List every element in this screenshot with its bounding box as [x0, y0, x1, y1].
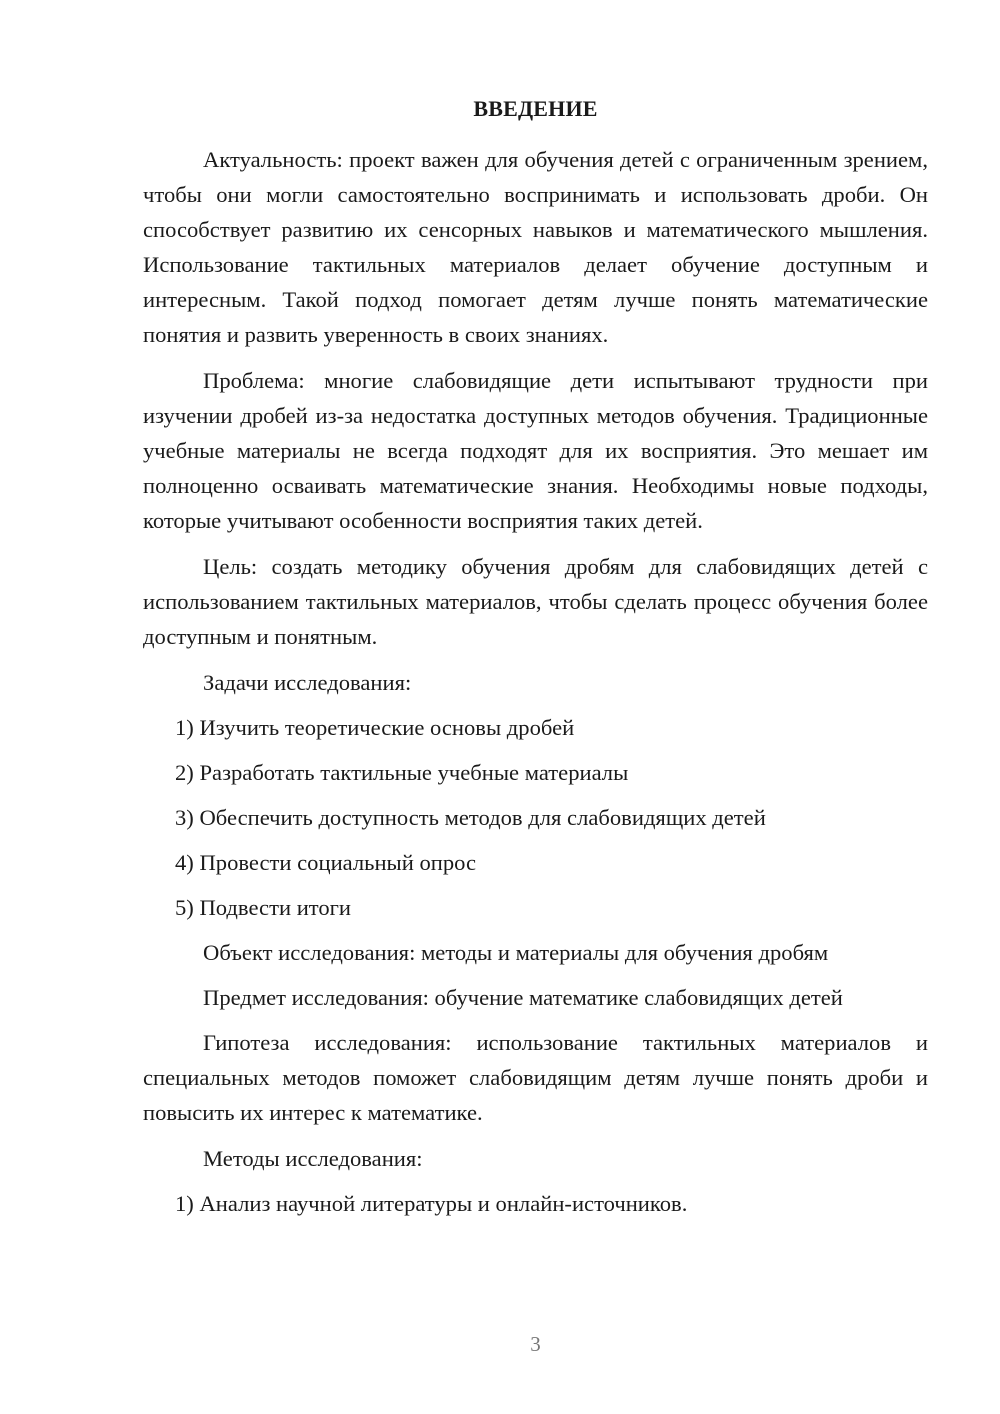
document-body — [143, 142, 928, 1231]
paragraph-goal: Цель: создать методику обучения дробям для слабовидящих детей с использованием тактильных материалов, чтобы сделать процесс обучения более доступным и понятным. — [143, 554, 928, 649]
page-title: ВВЕДЕНИЕ — [473, 96, 598, 121]
task-item-4: 4) Провести социальный опрос — [175, 850, 477, 875]
research-object: Объект исследования: методы и материалы для обучения дробям — [203, 940, 829, 965]
paragraph-problem: Проблема: многие слабовидящие дети испытывают трудности при изучении дробей из-за недостатка доступных методов обучения. Традиционные учебные материалы не всегда подходят для их восприятия. Это мешает им полноценно осваивать математические знания. Необходимы новые подходы, которые учитывают особенности восприятия таких детей. — [143, 368, 928, 533]
paragraph-relevance: Актуальность: проект важен для обучения детей с ограниченным зрением, чтобы они могли самостоятельно воспринимать и использовать дроби. Он способствует развитию их сенсорных навыков и математического мышления. Использование тактильных материалов делает обучение доступным и интересным. Такой подход помогает детям лучше понять математические понятия и развить уверенность в своих знаниях. — [143, 147, 928, 347]
page-number: 3 — [530, 1332, 541, 1356]
task-item-1: 1) Изучить теоретические основы дробей — [175, 715, 575, 740]
method-item-1: 1) Анализ научной литературы и онлайн-источников. — [175, 1191, 688, 1216]
task-item-5: 5) Подвести итоги — [175, 895, 352, 920]
task-item-3: 3) Обеспечить доступность методов для слабовидящих детей — [175, 805, 766, 830]
tasks-heading: Задачи исследования: — [203, 670, 412, 695]
methods-heading: Методы исследования: — [203, 1146, 423, 1171]
research-subject: Предмет исследования: обучение математике слабовидящих детей — [203, 985, 843, 1010]
paragraph-hypothesis: Гипотеза исследования: использование тактильных материалов и специальных методов поможет слабовидящим детям лучше понять дроби и повысить их интерес к математике. — [143, 1030, 928, 1125]
task-item-2: 2) Разработать тактильные учебные материалы — [175, 760, 629, 785]
